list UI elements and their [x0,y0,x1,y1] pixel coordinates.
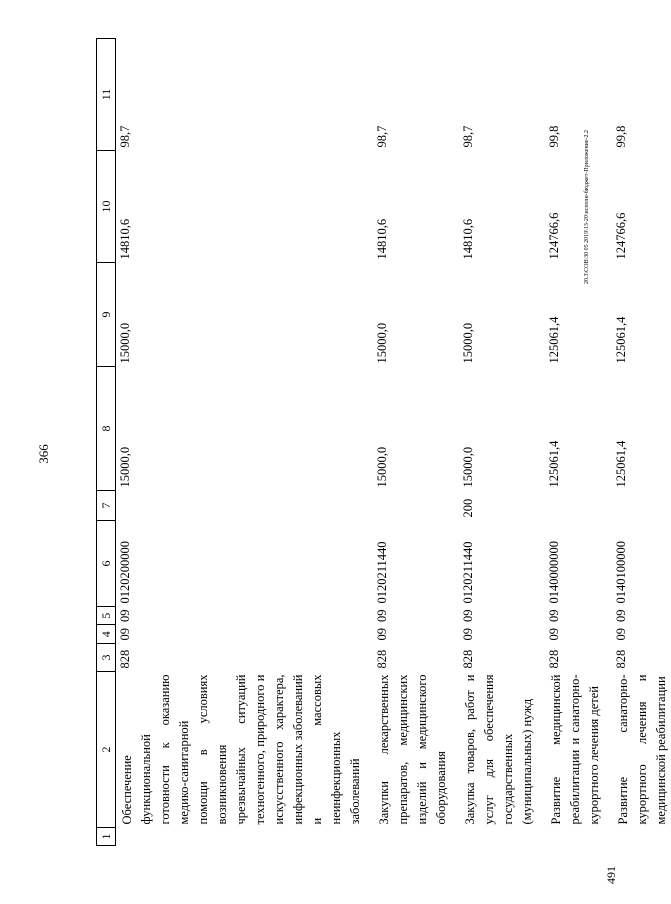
cell-c6: 0120211440 [375,541,389,604]
cell-c6: 0140100000 [614,541,628,604]
cell-c7: 200 [461,498,475,518]
cell-c3: 828 [614,649,628,669]
table-row [459,39,537,846]
cell-c8: 15000,0 [461,446,475,488]
cell-c3: 828 [461,649,475,669]
cell-c4: 09 [375,628,389,641]
row-name: Закупки лекарственных препаратов, медицинских изделий и медицинского оборудования [377,674,448,825]
table-row [612,39,671,846]
cell-c4: 09 [461,628,475,641]
row-name: Закупка товаров, работ и услуг для обеспечения государственных (муниципальных) нужд [463,674,534,825]
cell-c8: 15000,0 [375,446,389,488]
cell-c6: 0120211440 [461,541,475,604]
cell-c10: 14810,6 [375,218,389,260]
cell-c9: 15000,0 [375,322,389,364]
table-row [116,39,366,846]
cell-c3: 828 [118,649,132,669]
header-col-5: 5 [97,607,116,626]
cell-c11: 99,8 [614,125,628,148]
header-col-8: 8 [97,367,116,491]
cell-c7 [545,491,604,521]
cell-c11: 98,7 [375,125,389,148]
row-name: Обеспечение функциональной готовности к оказанию медико-санитарной помощи в условиях возникновения чрезвычайных ситуаций техногенного, природного и искусственного характера, инфекционных заболеваний и массовых неинфекционных заболеваний [120,674,362,825]
cell-c5: 09 [547,609,561,622]
header-col-4: 4 [97,625,116,644]
cell-c4: 09 [118,628,132,641]
header-col-9: 9 [97,263,116,367]
header-col-2: 2 [97,672,116,828]
cell-c4: 09 [547,628,561,641]
cell-c8: 125061,4 [547,440,561,488]
header-col-3: 3 [97,644,116,672]
cell-c10: 14810,6 [118,218,132,260]
table-row [373,39,451,846]
header-col-10: 10 [97,151,116,263]
cell-c8: 125061,4 [614,440,628,488]
row-name: Развитие медицинской реабилитации и санаторно-курортного лечения детей [549,674,601,825]
header-col-1: 1 [97,828,116,846]
cell-c10: 124766,6 [547,212,561,260]
cell-c11: 98,7 [461,125,475,148]
page-number: 366 [36,444,51,464]
cell-c11: 99,8 [547,125,561,148]
cell-c9: 15000,0 [118,322,132,364]
cell-c10: 124766,6 [614,212,628,260]
cell-c5: 09 [375,609,389,622]
corner-page-number: 491 [604,866,618,884]
header-col-7: 7 [97,491,116,521]
cell-c5: 09 [118,609,132,622]
cell-c4: 09 [614,628,628,641]
cell-c7 [612,491,671,521]
cell-c9: 125061,4 [547,316,561,364]
table-row [545,39,604,846]
header-row [97,39,116,846]
cell-c11: 98,7 [118,125,132,148]
cell-c3: 828 [375,649,389,669]
footer-file-path: 20.3\СОВ\30 05 2019\13-20\исполн-бюджет-Приложение-2.2 [584,129,590,284]
cell-c9: 15000,0 [461,322,475,364]
cell-c3: 828 [547,649,561,669]
header-col-11: 11 [97,39,116,151]
cell-c5: 09 [614,609,628,622]
cell-c7 [373,491,451,521]
cell-c6: 0140000000 [547,541,561,604]
cell-c10: 14810,6 [461,218,475,260]
cell-c8: 15000,0 [118,446,132,488]
cell-c6: 0120200000 [118,541,132,604]
cell-c5: 09 [461,609,475,622]
header-col-6: 6 [97,521,116,607]
row-name: Развитие санаторно-курортного лечения и медицинской реабилитации [616,674,668,825]
cell-c9: 125061,4 [614,316,628,364]
cell-c7 [116,491,366,521]
